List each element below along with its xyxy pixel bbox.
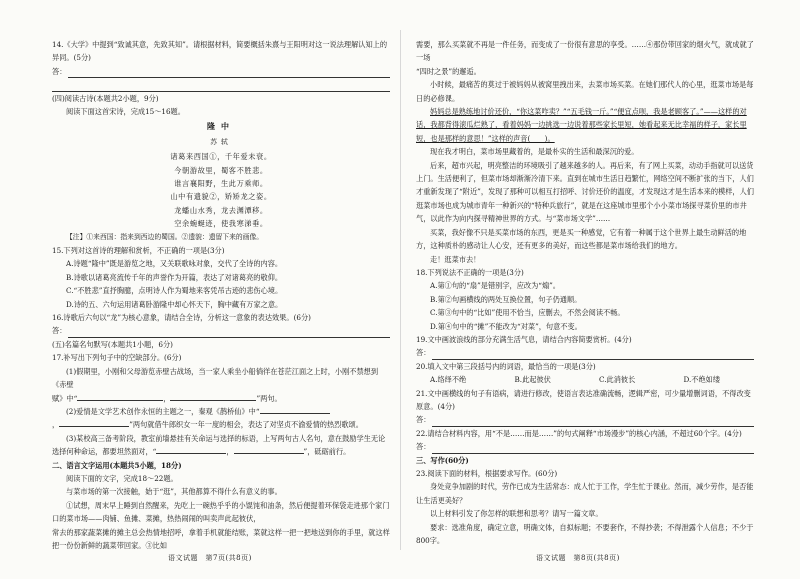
question-17-1-cont: 赋》中“ ， ”两句。: [52, 393, 282, 403]
right-page: [416, 38, 754, 547]
writing-requirements: 要求：选准角度，确定立意，明确文体，自拟标题；不要套作，不得抄袭；不得泄露个人信息；不少于800字。: [416, 522, 754, 545]
page-footer-left: 语文试题 第7页(共8页): [168, 554, 252, 562]
option-c: C.“不胜悲”直抒胸臆，点明诗人作为蜀地来客凭吊古迹的悲伤心境。: [66, 286, 283, 296]
poem-title: 隆中: [207, 121, 235, 132]
question-23: 23.阅读下面的材料，根据要求写作。(60分): [416, 468, 558, 478]
answer-line[interactable]: 答：: [52, 65, 390, 78]
fill-blank[interactable]: [260, 405, 330, 414]
part-two-heading: 二、语言文字运用(本题共5小题，18分): [52, 460, 182, 470]
passage-paragraph: 小时候，最痛苦的莫过于被妈妈从被窝里拽出来，去菜市场买菜。在她们那代人的心里，逛菜市场是每日的必修课。: [416, 80, 754, 103]
answer-line[interactable]: 答：: [52, 325, 390, 338]
section-instruction: 阅读下面的文字，完成18～22题。: [66, 473, 178, 483]
passage-paragraph: 与菜市场的第一次接触，始于“逛”，其他都算不得什么有意义的事。: [66, 487, 282, 497]
question-15: 15.下列对这首诗的理解和赏析，不正确的一项是(3分): [52, 246, 225, 256]
poem: [52, 120, 390, 230]
question-17-3-cont: 选择何种命运，都要坦然面对，“ ， ”，砥砺前行。: [52, 447, 351, 457]
option-c: C.此消彼长: [599, 375, 636, 385]
option-b: B.此起彼伏: [514, 375, 551, 385]
poem-line: 今朝游故里，蜀客不胜悲。: [174, 165, 268, 175]
answer-line[interactable]: 答：: [416, 346, 754, 359]
writing-material: 身处竞争加剧的时代，劳作已成为生活常态：成人忙于工作，学生忙于课业。然而，减少劳作，是否能让生活更美好？: [416, 482, 754, 505]
option-d: D.诗的五、六句运用诸葛卧游隆中却心怀天下，胸中藏有万家之意。: [66, 299, 283, 309]
answer-line[interactable]: 答：: [416, 440, 754, 453]
section-heading: (五)名篇名句默写(本题共1小题，6分): [52, 339, 173, 349]
left-page: [52, 38, 390, 552]
passage-paragraph: 后来，超市兴起，明亮整洁的环境吸引了越来越多的人。再后来，有了网上买菜，动动手指就可以送货上门。生活便利了，但菜市场却渐渐冷清下来。直到在城市生活日趋繁忙，网络空间不断扩张的当下，人们才重新发现了“附近”，发现了那种可以相互打招呼、讨价还价的温度，才发现这才是生活本来的模样，人们逛菜市场也成为城市青年一种新兴的“特种兵旅行”，就是在这座城市里那个小小菜市场探寻菜价里的市井气，以此作为向内探寻精神世界的方式。与“菜市场文学”……: [416, 160, 754, 224]
fill-blank[interactable]: [59, 418, 129, 427]
passage-wavy-section: 妈妈总是熟练地讨价还价，“你这菜咋卖？”“五毛钱一斤。”“便宜点呗，我是老顾客了。”——这样的对话，我都背得滚瓜烂熟了，看着妈妈一边挑选一边说着那些家长里短，她看起来无比幸福的样子，家长里短，也是那样的意思！”这样的声音( )。: [416, 107, 747, 143]
answer-line[interactable]: 答：: [416, 413, 754, 426]
writing-prompt: 以上材料引发了你怎样的联想和思考？请写一篇文章。: [430, 509, 603, 519]
question-17-3: (3)某校高三备考阶段，教室前墙悬挂有关命运与选择的标语，上写两句古人名句，意在鼓励学生无论: [66, 433, 386, 443]
question-16: 16.诗歌后六句以“龙”为核心意象，请结合全诗，分析这一意象的表达效果。(6分): [52, 313, 311, 323]
option-a: A.第①句的“扇”是错别字，应改为“煽”。: [430, 281, 560, 291]
fill-blank[interactable]: [170, 392, 256, 401]
page-footer-right: 语文试题 第8页(共8页): [536, 554, 620, 562]
option-a: A.诗题“隆中”既是游览之地，又关联歌咏对象，交代了全诗的内容。: [66, 259, 283, 269]
passage-closing: 走！逛菜市去！: [430, 254, 481, 264]
option-d: D.不绝如缕: [683, 375, 721, 385]
section-instruction: 阅读下面这首宋诗，完成15～16题。: [66, 107, 185, 116]
poem-line: 龙蟠山水秀，龙去渊潭移。: [174, 205, 268, 215]
option-c: C.第③句中的“比如”使用不恰当，应删去，不然会阅读不畅。: [430, 308, 625, 318]
question-20-options: [416, 373, 754, 386]
poem-author: 苏轼: [210, 137, 232, 146]
passage-paragraph: 常去的那家蔬菜摊的摊主总会热情地招呼，拿着手机就能结账，菜就这样一把一把地送到你的手里，就这样把一份份新鲜的蔬菜带回家。③比如: [52, 527, 390, 550]
option-b: B.诗歌以诸葛亮流传千年的声誉作为开篇，表达了对诸葛亮的敬仰。: [66, 272, 283, 282]
passage-paragraph: ①试想，周末早上睡到自然醒来，先吃上一碗热乎乎的小馄饨和油条，然后便提着环保袋走进那个家门口的菜市场——肉铺、鱼摊、菜摊，热热闹闹的叫卖声此起彼伏，: [52, 500, 390, 524]
poem-line: 空余蜿蜒迹，使我寒涕垂。: [174, 219, 268, 229]
question-22: 22.请结合材料内容，用“不是……而是……”的句式阐释“市场漫步”的核心内涵，不超过60个字。(4分): [416, 428, 742, 438]
poem-line: 山中有遗貌②，矫矫龙之姿。: [170, 192, 272, 202]
passage-paragraph: 需要，那么买菜就不再是一件任务，而变成了一份很有意思的享受。……④那份带回家的烟火气，就成就了一场: [416, 40, 754, 63]
option-d: D.第④句中的“摊”不能改为“对菜”，句意不变。: [430, 321, 582, 331]
option-a: A.络绎不绝: [430, 375, 467, 385]
part-three-heading: 三、写作(60分): [416, 455, 469, 465]
option-b: B.第②句画横线的两处互换位置，句子仍通顺。: [430, 294, 582, 304]
question-17-2-cont: ， ”两句就借牛郎织女一年一度的相会，表达了对坚贞不渝爱情的热烈歌颂。: [52, 420, 363, 430]
section-heading: (四)阅读古诗(本题共2小题，9分): [52, 93, 159, 103]
poem-line: 诸葛来西国①，千年爱未衰。: [170, 152, 272, 162]
question-19: 19.文中画波浪线的部分充满生活气息，请结合内容简要赏析。(4分): [416, 334, 632, 344]
answer-line[interactable]: [52, 78, 390, 91]
passage-paragraph: 现在我才明白，菜市场里藏着的，是最朴实的生活和最深沉的爱。: [430, 147, 639, 157]
question-18: 18.下列说法不正确的一项是(3分): [416, 267, 524, 277]
question-17: 17.补写出下列句子中的空缺部分。(6分): [52, 353, 182, 363]
question-17-2: (2)爱情是文学艺术创作永恒的主题之一，秦观《鹊桥仙》中“: [52, 405, 390, 418]
poem-line: 谁言襄阳野，生此万乘师。: [174, 179, 268, 189]
fill-blank[interactable]: [234, 445, 304, 454]
fill-blank[interactable]: [156, 445, 226, 454]
question-20: 20.填入文中第三段括号内的词语，最恰当的一项是(3分): [416, 361, 596, 371]
question-17-1: (1)假期里，小刚和父母游览赤壁古战场，当一家人乘坐小船徜徉在苍茫江面之上时，小刚不禁想到《赤壁: [52, 366, 379, 390]
passage-paragraph: “四时之景”的邂逅。: [416, 66, 481, 76]
page-divider: [400, 30, 401, 550]
question-21: 21.文中画横线的句子有语病，请进行修改，使语言表达准确流畅，逻辑严密，可少量增删词语，不得改变原意。(4分): [416, 388, 751, 411]
passage-paragraph: 买菜，我好像不只是买菜市场的东西，更是买一种感觉，它有着一种属于这个世界上最生动鲜活的地方，这种质朴的感动让人心安，还有更多的美好，而这些都是菜市场给我们的地方。: [416, 227, 747, 251]
poem-note: 【注】①来西国：指来到西边的蜀国。②遗貌：遗留下来的画像。: [66, 232, 264, 241]
fill-blank[interactable]: [77, 392, 163, 401]
question-14: 14.《大学》中提到“致诚其意，先致其知”。请根据材料，简要概括朱熹与王阳明对这一说法理解认知上的异同。(5分): [52, 40, 388, 63]
